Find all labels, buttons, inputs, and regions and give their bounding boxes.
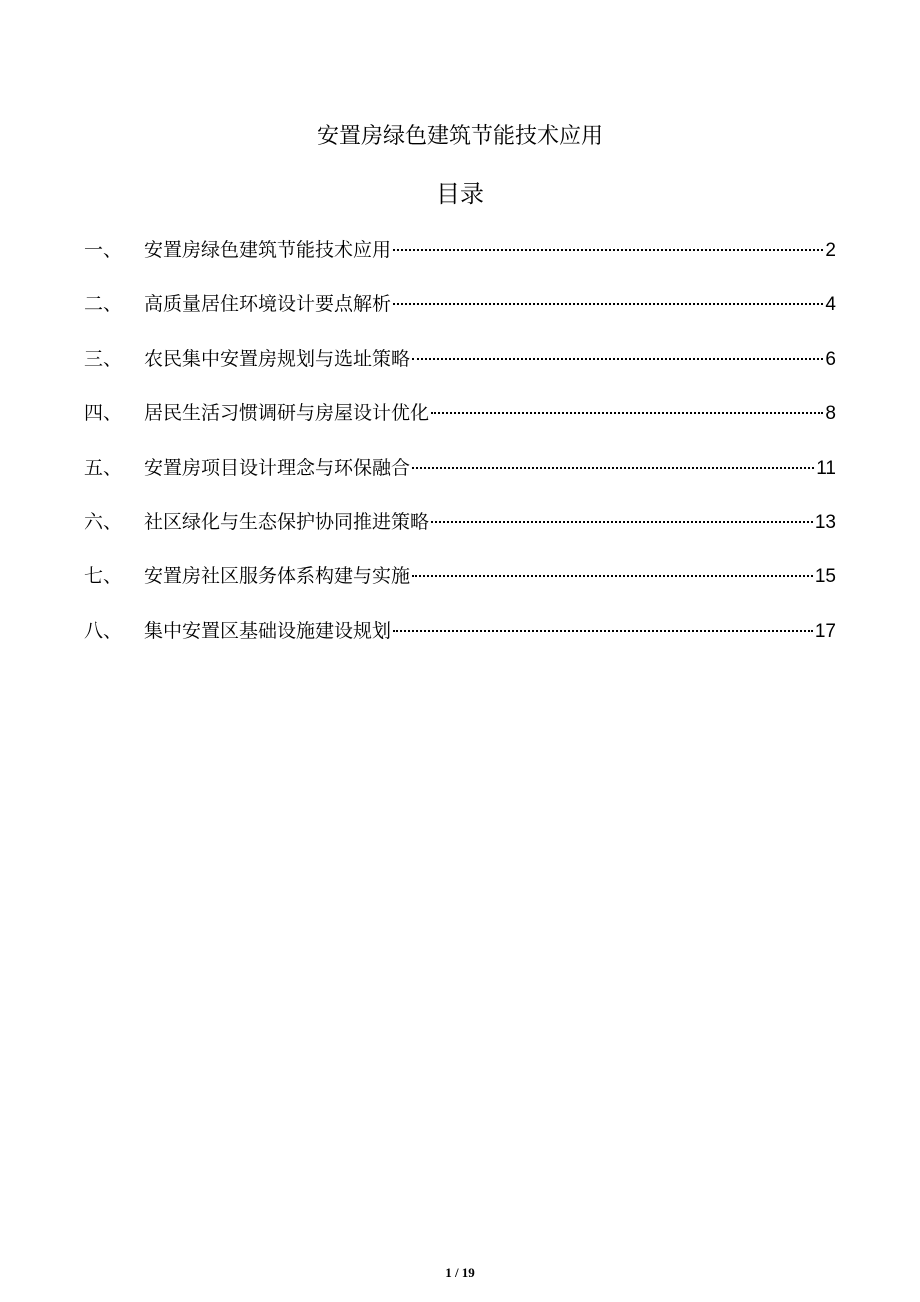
toc-entry-page: 13 [814,511,836,533]
toc-dot-leader [393,249,823,251]
toc-entry-number: 三、 [84,347,123,370]
toc-entry[interactable] [84,451,836,505]
toc-entry-title: 农民集中安置房规划与选址策略 [144,347,411,370]
toc-dot-leader [393,630,813,632]
toc-entry-number: 四、 [84,402,123,425]
toc-dot-leader [431,412,823,414]
toc-entry-page: 17 [814,620,836,642]
toc-entry-title: 社区绿化与生态保护协同推进策略 [144,510,430,533]
toc-entry-title: 安置房绿色建筑节能技术应用 [144,239,392,261]
toc-entry[interactable] [84,505,836,559]
toc-entry-number: 一、 [84,239,123,261]
toc-entry-page: 2 [825,240,836,261]
toc-entry-page: 4 [825,294,836,316]
toc-entry-title: 集中安置区基础设施建设规划 [144,619,392,642]
toc-entry-title: 安置房项目设计理念与环保融合 [144,456,411,479]
toc-entry-number: 二、 [84,293,123,316]
toc-entry-number: 八、 [84,619,123,642]
toc-entry[interactable] [84,233,836,287]
toc-entry-title: 安置房社区服务体系构建与实施 [144,565,411,588]
document-title: 安置房绿色建筑节能技术应用 [316,124,603,149]
toc-entry-page: 8 [825,403,836,425]
toc-dot-leader [431,521,813,523]
toc-heading: 目录 [436,180,484,208]
toc-entry-title: 高质量居住环境设计要点解析 [144,293,392,316]
toc-dot-leader [412,575,813,577]
toc-entry-page: 6 [825,348,836,370]
toc-entry-number: 六、 [84,510,123,533]
page-number-indicator: 1 / 19 [445,1265,475,1280]
toc-dot-leader [393,303,823,305]
toc-entry[interactable] [84,396,836,450]
toc-entry-number: 五、 [84,456,123,479]
toc-dot-leader [412,358,823,360]
toc-entry-number: 七、 [84,565,123,588]
table-of-contents [84,233,836,668]
toc-entry-page: 11 [816,457,836,479]
toc-entry-page: 15 [814,566,836,588]
toc-dot-leader [412,467,814,469]
toc-entry[interactable] [84,559,836,613]
toc-entry-title: 居民生活习惯调研与房屋设计优化 [144,402,430,425]
toc-entry[interactable] [84,614,836,668]
toc-entry[interactable] [84,287,836,341]
toc-entry[interactable] [84,342,836,396]
